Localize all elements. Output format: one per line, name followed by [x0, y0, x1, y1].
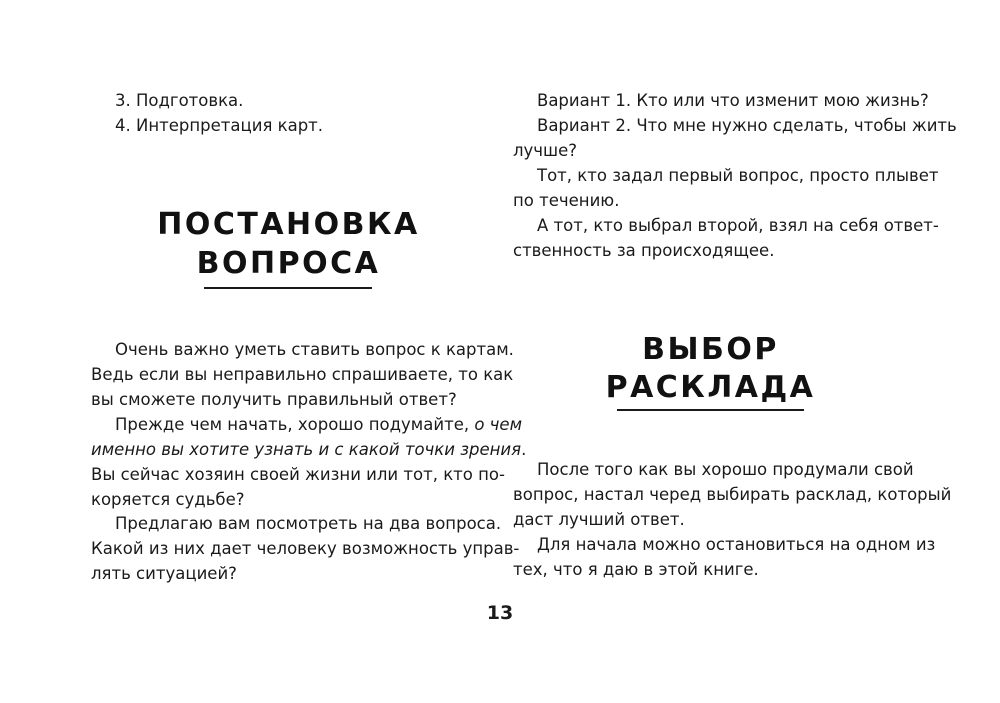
- paragraph-line: Ведь если вы неправильно спрашиваете, то как: [91, 365, 514, 384]
- list-item-preparation: 3. Подготовка.: [115, 91, 244, 110]
- paragraph-line: Вы сейчас хозяин своей жизни или тот, кто по-: [91, 465, 505, 484]
- paragraph-line: коряется судьбе?: [91, 490, 245, 509]
- paragraph-line: ственность за происходящее.: [513, 241, 775, 260]
- heading-underline: [204, 287, 372, 289]
- paragraph-line: лять ситуацией?: [91, 564, 237, 583]
- heading-underline: [617, 409, 804, 411]
- list-item-interpretation: 4. Интерпретация карт.: [115, 116, 324, 135]
- text-span: .: [521, 440, 527, 459]
- paragraph-line: даст лучший ответ.: [513, 510, 685, 529]
- text-span: Прежде чем начать, хорошо подумайте,: [115, 415, 475, 434]
- paragraph-line: Вариант 1. Кто или что изменит мою жизнь?: [537, 91, 929, 110]
- paragraph-line: Вариант 2. Что мне нужно сделать, чтобы жить: [537, 116, 957, 135]
- paragraph-line: тех, что я даю в этой книге.: [513, 560, 759, 579]
- italic-text: о чем: [474, 415, 523, 434]
- italic-text: именно вы хотите узнать и с какой точки зрения: [91, 440, 522, 459]
- paragraph-line: [115, 413, 523, 437]
- paragraph-line: Предлагаю вам посмотреть на два вопроса.: [115, 514, 502, 533]
- paragraph-line: А тот, кто выбрал второй, взял на себя ответ-: [537, 216, 939, 235]
- paragraph-line: по течению.: [513, 191, 620, 210]
- paragraph-line: Для начала можно остановиться на одном из: [537, 535, 936, 554]
- paragraph-line: После того как вы хорошо продумали свой: [537, 460, 914, 479]
- paragraph-line: Очень важно уметь ставить вопрос к картам.: [115, 340, 514, 359]
- paragraph-line: вы сможете получить правильный ответ?: [91, 390, 457, 409]
- paragraph-line: вопрос, настал черед выбирать расклад, который: [513, 485, 952, 504]
- paragraph-line: [91, 438, 527, 462]
- section-heading-line1: ВЫБОР: [642, 332, 779, 367]
- paragraph-line: Какой из них дает человеку возможность управ-: [91, 539, 520, 558]
- section-heading-line1: ПОСТАНОВКА: [157, 207, 420, 242]
- section-heading-line2: ВОПРОСА: [196, 246, 381, 281]
- section-heading-line2: РАСКЛАДА: [605, 370, 816, 405]
- paragraph-line: лучше?: [513, 141, 578, 160]
- page-number: 13: [486, 602, 514, 624]
- paragraph-line: Тот, кто задал первый вопрос, просто плывет: [537, 166, 939, 185]
